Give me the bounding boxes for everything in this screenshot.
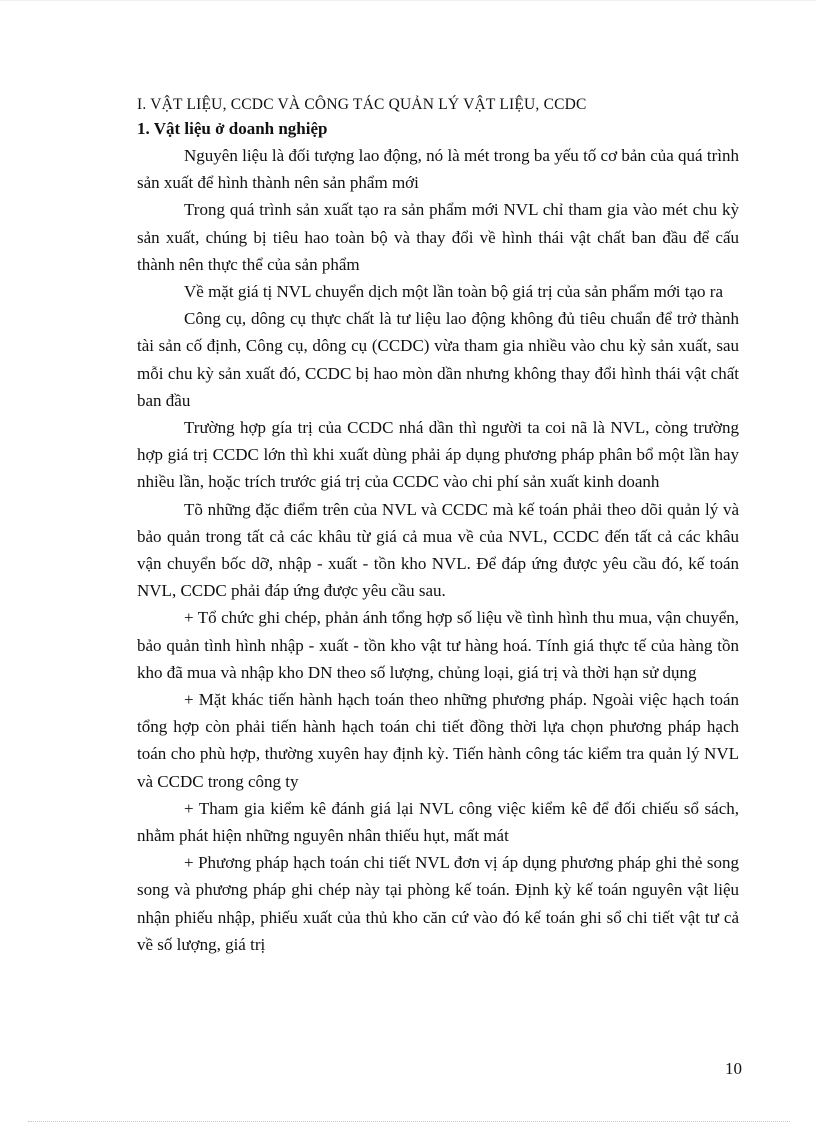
page-content: [137, 94, 739, 958]
bullet-paragraph: + Mặt khác tiến hành hạch toán theo những phương pháp. Ngoài việc hạch toán tổng hợp còn phải tiến hành hạch toán chi tiết đồng thời lựa chọn phương pháp hạch toán cho phù hợp, thường xuyên hay định kỳ. Tiến hành công tác kiểm tra quản lý NVL và CCDC trong công ty: [137, 690, 739, 791]
paragraph: Trong quá trình sản xuất tạo ra sản phẩm mới NVL chỉ tham gia vào mét chu kỳ sản xuất, chúng bị tiêu hao toàn bộ và thay đổi về hình thái vật chất ban đầu để cấu thành nên thực thể của sản phẩm: [137, 200, 739, 274]
paragraph: Tõ những đặc điểm trên của NVL và CCDC mà kế toán phải theo dõi quản lý và bảo quản trong tất cả các khâu từ giá cả mua về của NVL, CCDC đến tất cả các khâu vận chuyển bốc dỡ, nhập - xuất - tồn kho NVL. Để đáp ứng được yêu cầu đó, kế toán NVL, CCDC phải đáp ứng được yêu cầu sau.: [137, 499, 739, 601]
subsection-title: 1. Vật liệu ở doanh nghiệp: [137, 119, 328, 138]
paragraph: Công cụ, dông cụ thực chất là tư liệu lao động không đủ tiêu chuẩn để trở thành tài sản cố định, Công cụ, dông cụ (CCDC) vừa tham gia nhiều vào chu kỳ sản xuất, sau mỗi chu kỳ sản xuất đó, CCDC bị hao mòn dần nhưng không thay đổi hình thái vật chất ban đầu: [137, 309, 739, 410]
paragraph: Trường hợp gía trị của CCDC nhá dần thì người ta coi nã là NVL, còng trường hợp giá trị CCDC lớn thì khi xuất dùng phải áp dụng phương pháp phân bổ một lần hay nhiều lần, hoặc trích trước giá trị của CCDC vào chi phí sản xuất kinh doanh: [137, 418, 739, 492]
page-top-edge: [0, 0, 816, 1]
bullet-paragraph: + Tham gia kiểm kê đánh giá lại NVL công việc kiểm kê để đối chiếu sổ sách, nhằm phát hiện những nguyên nhân thiếu hụt, mất mát: [137, 798, 739, 846]
paragraph: Về mặt giá tị NVL chuyển dịch một lần toàn bộ giá trị của sản phẩm mới tạo ra: [184, 282, 723, 302]
bullet-paragraph: + Tổ chức ghi chép, phản ánh tổng hợp số liệu về tình hình thu mua, vận chuyển, bảo quản tình hình nhập - xuất - tồn kho vật tư hàng hoá. Tính giá thực tế của hàng tồn kho đã mua và nhập kho DN theo số lượng, chủng loại, giá trị và thời hạn sử dụng: [137, 608, 739, 682]
page-number: 10: [725, 1059, 742, 1078]
paragraph: Nguyên liệu là đối tượng lao động, nó là mét trong ba yếu tố cơ bản của quá trình sản xuất để hình thành nên sản phẩm mới: [137, 146, 739, 193]
section-title: I. VẬT LIỆU, CCDC VÀ CÔNG TÁC QUẢN LÝ VẬT LIỆU, CCDC: [137, 96, 587, 113]
bullet-paragraph: + Phương pháp hạch toán chi tiết NVL đơn vị áp dụng phương pháp ghi thẻ song song và phương pháp ghi chép này tại phòng kế toán. Định kỳ kế toán nguyên vật liệu nhận phiếu nhập, phiếu xuất của thủ kho căn cứ vào đó kế toán ghi sổ chi tiết vật tư cả về số lượng, giá trị: [137, 853, 739, 954]
page-bottom-divider: [28, 1121, 790, 1122]
